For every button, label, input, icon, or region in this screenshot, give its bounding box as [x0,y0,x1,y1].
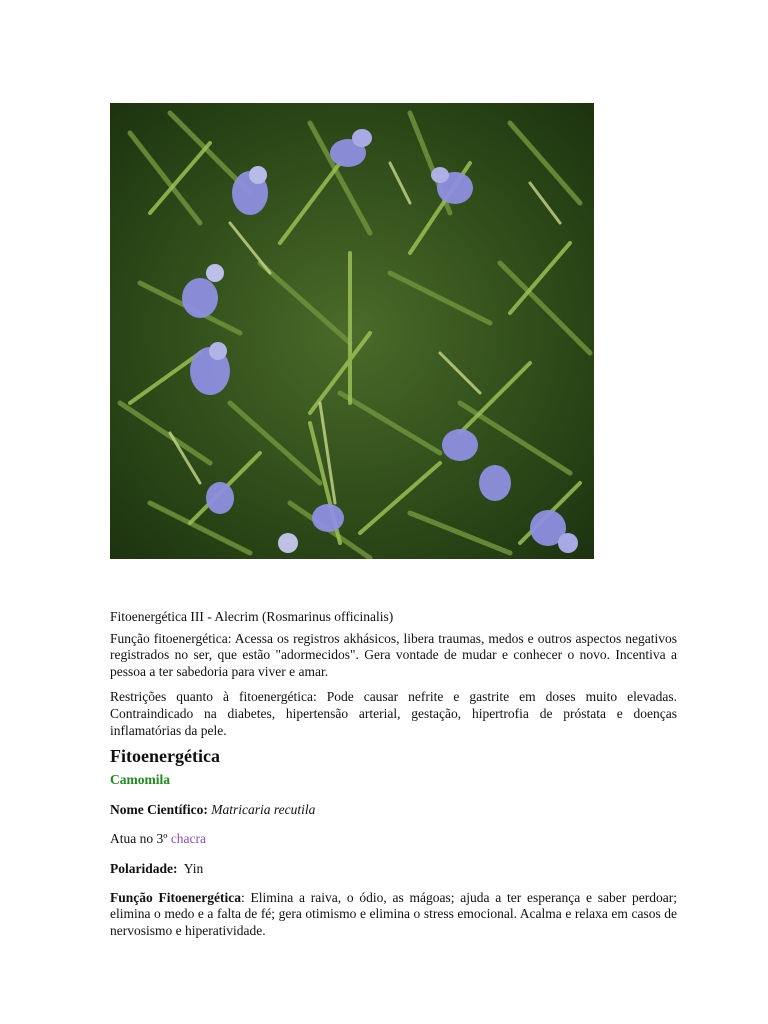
scientific-label: Nome Científico: [110,801,208,817]
plant-name: Camomila [110,772,170,788]
alecrim-funcao: Função fitoenergética: Acessa os registros akhásicos, libera traumas, medos e outros aspectos negativos registrados no ser, que estão "adormecidos". Gera vontade de mudar e conhecer o novo. Incentiva a pessoa a ter sabedoria para viver e amar. [110,630,677,679]
chakra-link[interactable]: chacra [170,831,207,847]
alecrim-caption: Fitoenergética III - Alecrim (Rosmarinus officinalis) [110,609,394,624]
camomila-funcao-label: Função Fitoenergética [110,889,241,905]
rosemary-image [110,103,594,559]
chakra-prefix: Atua no 3º [110,831,171,847]
camomila-funcao [110,890,677,940]
chakra-row [110,831,677,848]
camomila-funcao-text: : Elimina a raiva, o ódio, as mágoas; ajuda a ter esperança e saber perdoar; elimina o medo e a falta de fé; gera otimismo e elimina o stress emocional. Acalma e relaxa em casos de nervosismo e hiperatividade. [110,889,677,938]
section-heading: Fitoenergética [110,746,220,767]
document-body [110,609,677,939]
alecrim-restricoes: Restrições quanto à fitoenergética: Pode causar nefrite e gastrite em doses muito elevadas. Contraindicado na diabetes, hipertensão arterial, gestação, hipertrofia de próstata e doenças inflamatórias da pele. [110,689,677,738]
scientific-name-row [110,802,677,819]
polarity-value: Yin [183,860,204,876]
polarity-row [110,861,677,878]
rosemary-photo [110,103,594,559]
polarity-label: Polaridade: [110,860,178,876]
scientific-value: Matricaria recutila [211,801,316,817]
